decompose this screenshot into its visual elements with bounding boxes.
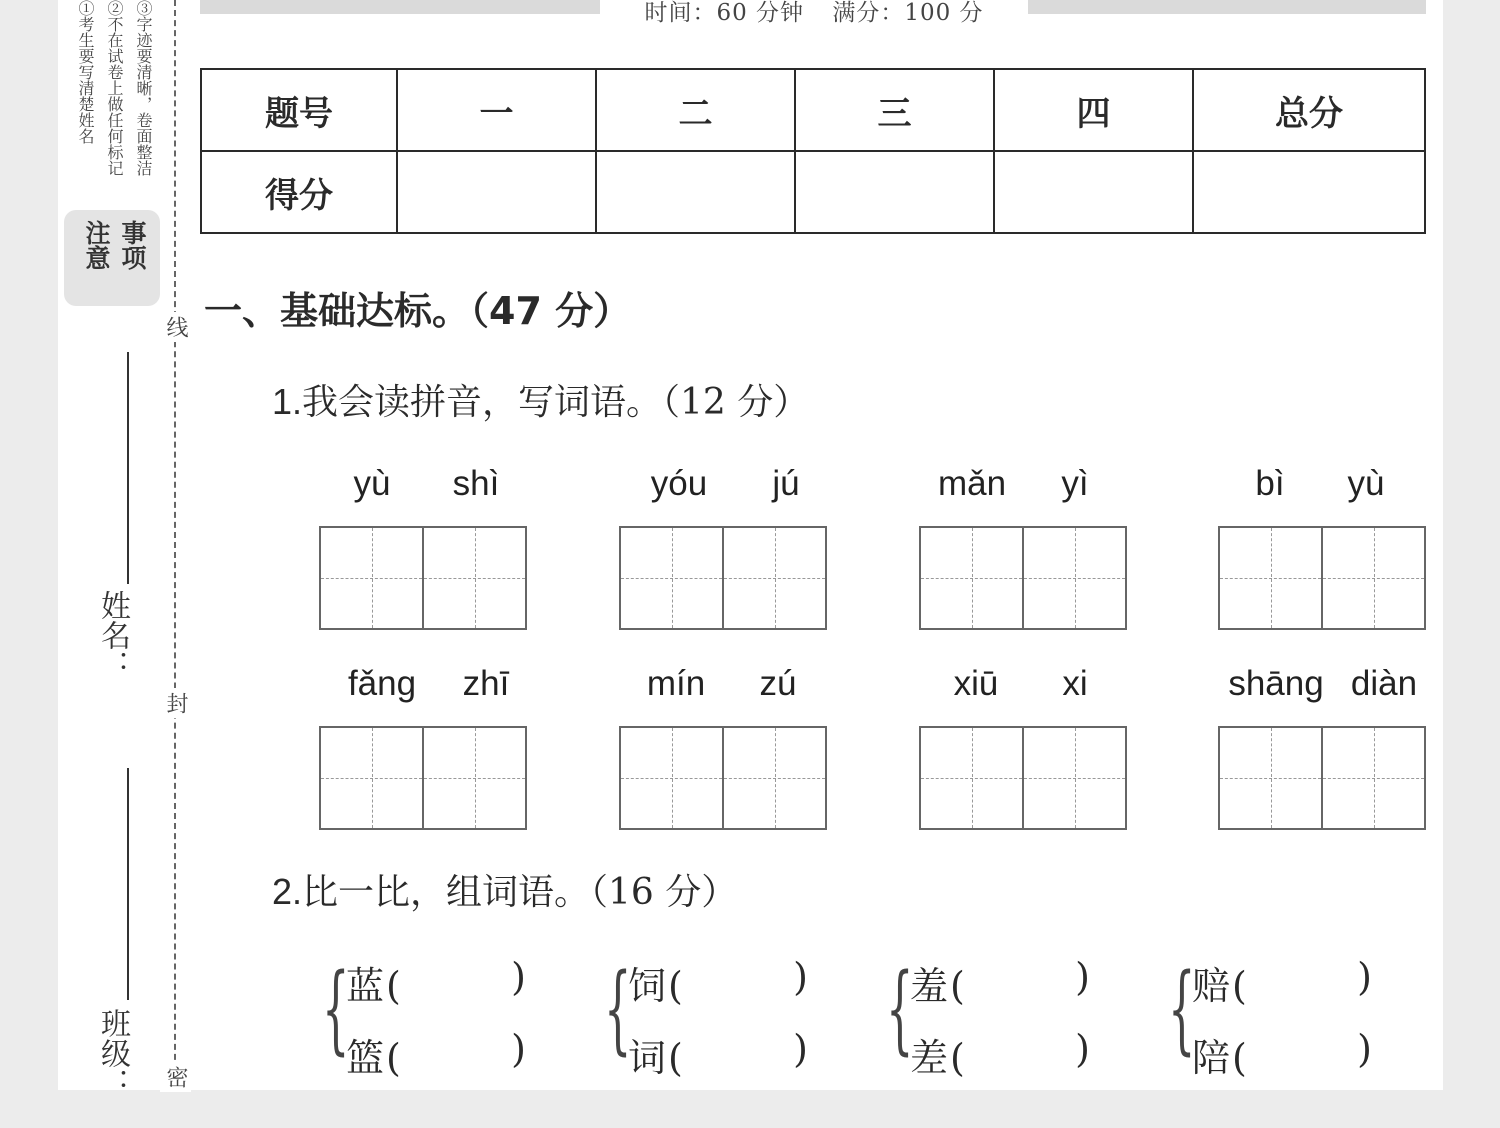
notice-tag-line-2: 事项 — [118, 220, 147, 270]
pinyin-label: jú — [772, 464, 800, 503]
char: 差 — [910, 1036, 949, 1080]
header-bar-left — [200, 0, 600, 14]
score-header-cell: 总分 — [1193, 69, 1425, 151]
grid-cell[interactable] — [321, 528, 424, 628]
score-header-cell: 一 — [397, 69, 596, 151]
name-label: 姓名： — [95, 590, 130, 680]
writing-grid[interactable] — [319, 726, 527, 830]
pinyin-label: yóu — [650, 464, 708, 503]
word-pair-row[interactable]: 羞( ) — [910, 955, 1090, 1008]
exam-time: 时间：60 分钟 — [644, 0, 805, 26]
char: 羞 — [910, 964, 949, 1008]
exam-full-score: 满分：100 分 — [832, 0, 984, 26]
question-2-title — [272, 864, 737, 915]
brace-icon: { — [886, 953, 914, 1065]
grid-cell[interactable] — [921, 728, 1024, 828]
pinyin-label: diàn — [1350, 664, 1418, 703]
grid-cell[interactable] — [1220, 728, 1323, 828]
grid-cell[interactable] — [724, 528, 825, 628]
word-pair-row[interactable]: 赔( ) — [1192, 955, 1372, 1008]
grid-cell[interactable] — [1323, 528, 1424, 628]
question-1-title — [272, 374, 809, 425]
word-pair-row[interactable]: 词( ) — [628, 1027, 808, 1080]
grid-cell[interactable] — [1220, 528, 1323, 628]
score-header-cell: 二 — [596, 69, 795, 151]
notice-item-2: ②不在试卷上做任何标记 — [105, 0, 124, 176]
grid-cell[interactable] — [1024, 728, 1125, 828]
header-bar-right — [1028, 0, 1426, 14]
score-cell[interactable] — [795, 151, 994, 233]
score-cell[interactable] — [397, 151, 596, 233]
grid-cell[interactable] — [724, 728, 825, 828]
char: 蓝 — [346, 964, 385, 1008]
word-pair — [604, 953, 814, 1080]
writing-grid[interactable] — [919, 526, 1127, 630]
char: 陪 — [1192, 1036, 1231, 1080]
question-2-number: 2. — [272, 871, 303, 912]
pinyin-label: zú — [759, 664, 797, 703]
binding-mark-xian: 线 — [160, 312, 191, 342]
pinyin-label: shāng — [1228, 664, 1324, 703]
pinyin-label: yì — [1061, 464, 1089, 503]
score-table — [200, 68, 1426, 234]
notice-tag — [64, 210, 160, 306]
word-pair-row[interactable]: 陪( ) — [1192, 1027, 1372, 1080]
class-label: 班级： — [95, 1008, 130, 1098]
score-cell[interactable] — [596, 151, 795, 233]
pinyin-label: shì — [452, 464, 500, 503]
writing-grid[interactable] — [1218, 726, 1426, 830]
writing-grid[interactable] — [919, 726, 1127, 830]
score-header-cell: 题号 — [201, 69, 397, 151]
char: 饲 — [628, 964, 667, 1008]
grid-cell[interactable] — [921, 528, 1024, 628]
binding-mark-feng: 封 — [160, 688, 191, 718]
question-1-text: 我会读拼音，写词语。（12 分） — [302, 382, 810, 423]
word-pair — [1168, 953, 1378, 1080]
char: 赔 — [1192, 964, 1231, 1008]
pinyin-label: yù — [353, 464, 391, 503]
score-header-cell: 四 — [994, 69, 1193, 151]
question-2-text: 比一比，组词语。（16 分） — [302, 872, 738, 913]
name-input-line[interactable] — [127, 352, 129, 584]
brace-icon: { — [322, 953, 350, 1065]
word-pair — [886, 953, 1096, 1080]
word-pair — [322, 953, 532, 1080]
pinyin-label: mǎn — [937, 464, 1007, 503]
section-title: 一、基础达标。（47 分） — [204, 289, 632, 333]
writing-grid[interactable] — [619, 726, 827, 830]
score-cell[interactable] — [994, 151, 1193, 233]
pinyin-label: bì — [1255, 464, 1285, 503]
pinyin-label: xi — [1062, 664, 1088, 703]
brace-icon: { — [604, 953, 632, 1065]
writing-grid[interactable] — [619, 526, 827, 630]
score-cell[interactable] — [1193, 151, 1425, 233]
char: 篮 — [346, 1036, 385, 1080]
word-pair-row[interactable]: 篮( ) — [346, 1027, 526, 1080]
grid-cell[interactable] — [424, 728, 525, 828]
word-pair-row[interactable]: 饲( ) — [628, 955, 808, 1008]
exam-info — [600, 0, 1028, 26]
grid-cell[interactable] — [1024, 528, 1125, 628]
writing-grid[interactable] — [319, 526, 527, 630]
pinyin-label: fǎng — [347, 664, 417, 703]
pinyin-label: mín — [646, 664, 706, 703]
pinyin-label: yù — [1347, 464, 1385, 503]
word-pair-row[interactable]: 蓝( ) — [346, 955, 526, 1008]
brace-icon: { — [1168, 953, 1196, 1065]
score-table-score-row — [201, 151, 1425, 233]
class-input-line[interactable] — [127, 768, 129, 1000]
word-pair-row[interactable]: 差( ) — [910, 1027, 1090, 1080]
score-table-header-row — [201, 69, 1425, 151]
grid-cell[interactable] — [321, 728, 424, 828]
notice-item-3: ③字迹要清晰，卷面整洁 — [134, 0, 153, 176]
binding-mark-mi: 密 — [160, 1062, 191, 1092]
grid-cell[interactable] — [621, 528, 724, 628]
notice-item-1: ①考生要写清楚姓名 — [76, 0, 95, 144]
grid-cell[interactable] — [1323, 728, 1424, 828]
grid-cell[interactable] — [424, 528, 525, 628]
score-row-label: 得分 — [201, 151, 397, 233]
pinyin-label: zhī — [462, 664, 510, 703]
score-header-cell: 三 — [795, 69, 994, 151]
writing-grid[interactable] — [1218, 526, 1426, 630]
binding-line — [174, 0, 176, 1090]
notice-tag-line-1: 注意 — [82, 220, 111, 270]
pinyin-label: xiū — [953, 664, 999, 703]
question-1-number: 1. — [272, 381, 303, 422]
char: 词 — [628, 1036, 667, 1080]
grid-cell[interactable] — [621, 728, 724, 828]
